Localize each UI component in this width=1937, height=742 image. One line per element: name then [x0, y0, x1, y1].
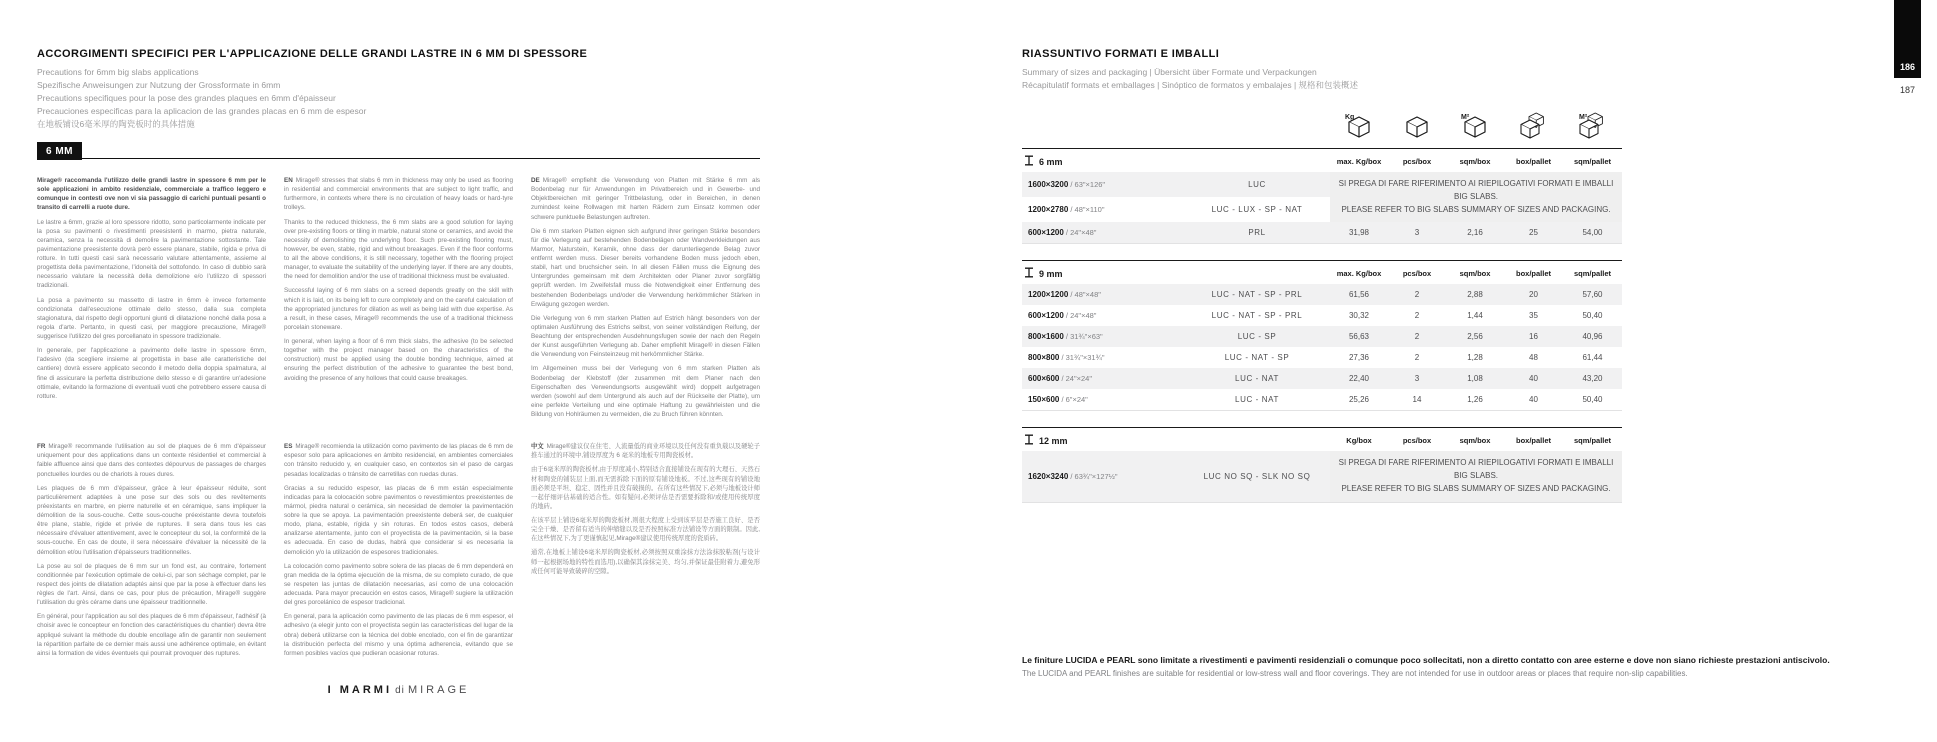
sqm-box-icon: [1446, 112, 1504, 149]
size-mm: 150×600: [1028, 395, 1060, 405]
header-rule: [82, 158, 760, 159]
thickness-cell: [1022, 261, 1330, 285]
table-row: [1022, 222, 1622, 244]
value-cell: 61,44: [1582, 353, 1603, 363]
size-mm: 1600×3200: [1028, 180, 1069, 190]
thickness-cell: [1022, 149, 1330, 173]
svg-text:M²: M²: [1578, 114, 1587, 121]
paragraph: 由于6毫米厚的陶瓷板材,由于厚度减小,特别适合直接铺设在现有的大理石、天然石材和陶瓷的铺装层上面,而无需拆除下面的原有铺设地板。不过,这些现有的铺设地面必须是平坦、稳定、固性并且没有破损的。在所有这些情况下,必须与地板设计师一起仔细评估基础的适合性。如有疑问,必须评估是否需要拆除和/或使用传统厚度的地砖。: [531, 466, 760, 510]
paragraph: ES Mirage® recomienda la utilización como pavimento de las placas de 6 mm de espesor solo para aplicaciones en ámbito residencial, en ambientes comerciales con tránsito reducido y, en cualquier caso, en contextos sin el paso de cargas pesadas localizadas o tránsito de carretillas con ruedas duras.: [284, 443, 513, 478]
page-number-left: 186: [1899, 62, 1916, 72]
size-cell: [1022, 347, 1184, 368]
value-cell: 1,44: [1467, 311, 1483, 321]
column-header: sqm/box: [1446, 149, 1504, 173]
paragraph: Thanks to the reduced thickness, the 6 mm slabs are a good solution for laying over pre-existing floors or tiling in marble, natural stone or ceramics, and avoid the necessity of demolishing the underlying floor. Such pre-existing flooring must, however, be even, stable, rigid and without breakages. Even if the floor conforms to all the above conditions, it is still necessary, together with the flooring project manager, to evaluate the suitability of the underlying layer. If there are any doubts, the need for demolition and/or the use of traditional thickness must be evaluated.: [284, 218, 513, 281]
table-row: [1022, 347, 1622, 368]
table-row: [1022, 172, 1622, 197]
paragraph: FR Mirage® recommande l'utilisation au sol de plaques de 6 mm d'épaisseur uniquement pour des applications dans un contexte résidentiel et commercial à faible affluence ainsi que dans des contextes dépourvus de passages de charges ponctuelles lourdes ou de chariots à roues dures.: [37, 443, 266, 478]
gap-cell: [1022, 411, 1622, 428]
value-cell: 43,20: [1563, 368, 1622, 389]
column-header: box/pallet: [1504, 428, 1563, 452]
finish-cell: PRL: [1184, 222, 1330, 244]
column-header: sqm/box: [1446, 261, 1504, 285]
big-slabs-note: [1330, 451, 1622, 502]
box-pallet-icon: [1504, 112, 1563, 149]
section-header-6mm: [1022, 149, 1622, 173]
subtitle-es: Precauciones especificas para la aplicacion de las grandes placas en 6 mm de espesor: [37, 106, 367, 116]
value-cell: 1,08: [1446, 368, 1504, 389]
paragraph: In generale, per l'applicazione a pavimento delle lastre in spessore 6mm, l'adesivo (da scegliere insieme al progettista in base alle caratteristiche del cantiere) dovrà essere applicato secondo il metodo della doppia spalmatura, al fine di assicurare la perfetta distribuzione dello stesso e di garantire un'adesione ottimale, evitando la formazione di eventuali vuoti che potrebbero essere causa di rotture.: [37, 347, 266, 400]
text-column-EN: [284, 176, 513, 424]
brand-logo-marmi: I MARMI: [327, 684, 393, 696]
size-inches: / 24"×48": [1063, 311, 1097, 321]
page-number-right: 187: [1899, 85, 1916, 95]
note-line-1: SI PREGA DI FARE RIFERIMENTO AI RIEPILOGATIVI FORMATI E IMBALLI BIG SLABS.: [1338, 179, 1614, 201]
finish-cell: LUC - NAT - SP - PRL: [1211, 311, 1303, 321]
column-header: pcs/box: [1388, 261, 1446, 285]
value-cell: 56,63: [1330, 326, 1388, 347]
value-cell: 20: [1504, 284, 1563, 305]
table-row: [1022, 284, 1622, 305]
value-cell: 61,56: [1330, 284, 1388, 305]
brand-logo-mirage: MIRAGE: [407, 684, 470, 696]
paragraph: 通常,在地板上铺设6毫米厚的陶瓷板材,必须按照双重涂抹方法涂抹胶粘剂(与设计师一起根据场地的特性而选用),以确保其涂抹完美、均匀,并保证最佳附着力,避免形成任何可能导致破碎的空隙。: [531, 549, 760, 575]
text-column-ES: [284, 442, 513, 663]
thickness-badge-row: [37, 142, 760, 160]
note-line-1: SI PREGA DI FARE RIFERIMENTO AI RIEPILOGATIVI FORMATI E IMBALLI BIG SLABS.: [1338, 458, 1614, 481]
finish-cell: LUC - NAT - SP - PRL: [1184, 284, 1330, 305]
size-cell: [1022, 326, 1184, 347]
subtitle-de: Spezifische Anweisungen zur Nutzung der Grossformate in 6mm: [37, 80, 281, 90]
thickness-icon: [1024, 267, 1034, 278]
column-header: box/pallet: [1504, 149, 1563, 173]
section-header-12mm: [1022, 428, 1622, 452]
size-inches: / 63"×126": [1068, 180, 1106, 190]
paragraph: Gracias a su reducido espesor, las placas de 6 mm están especialmente indicadas para la colocación sobre pavimentos o revestimientos preexistentes de mármol, piedra natural o cerámica, sin necesidad de demoler la pavimentación sobre la que se apoya. La pavimentación preexistente deberá ser, de cualquier modo, plana, estable, rígida y sin roturas. En todos estos casos, deberá analizarse atentamente, junto con el proyectista de la pavimentación, si la base es adecuada. En caso de dudas, habrá que considerar si es necesaria la demolición y/o la utilización de espesores tradicionales.: [284, 484, 513, 556]
size-cell: [1022, 368, 1184, 389]
paragraph: In general, when laying a floor of 6 mm thick slabs, the adhesive (to be selected together with the project manager based on the characteristics of the construction) must be applied using the double bonding technique, aimed at ensuring the perfect distribution of the adhesive to guarantee the best bond, avoiding the presence of any hollows that could cause breakages.: [284, 338, 513, 382]
value-cell: 1,26: [1446, 389, 1504, 411]
left-page-title: ACCORGIMENTI SPECIFICI PER L'APPLICAZIONE DELLE GRANDI LASTRE IN 6 MM DI SPESSORE: [37, 48, 588, 60]
svg-text:Kg: Kg: [1345, 114, 1355, 121]
size-cell: [1022, 389, 1184, 411]
column-header: sqm/box: [1446, 428, 1504, 452]
right-page: [1022, 48, 1890, 678]
thickness-label: 6 mm: [1039, 157, 1063, 167]
language-tag: ES: [284, 443, 293, 451]
value-cell: 35: [1529, 311, 1538, 321]
kg-box-icon: [1330, 112, 1388, 149]
value-cell: 48: [1529, 353, 1538, 363]
size-inches: / 63¾"×127½": [1068, 472, 1118, 482]
size-mm: 600×1200: [1028, 228, 1064, 238]
language-tag: FR: [37, 443, 46, 451]
size-mm: 600×600: [1028, 374, 1060, 384]
finish-cell: LUC - NAT: [1184, 368, 1330, 389]
value-cell: 2,16: [1446, 222, 1504, 244]
size-mm: 1200×2780: [1028, 205, 1069, 215]
value-cell: 31,98: [1330, 222, 1388, 244]
thickness-icon: [1024, 434, 1034, 445]
thickness-label: 12 mm: [1039, 436, 1068, 447]
value-cell: 54,00: [1563, 222, 1622, 244]
subtitle-en: Precautions for 6mm big slabs applications: [37, 67, 199, 77]
table-row: [1022, 368, 1622, 389]
thickness-label: 9 mm: [1039, 269, 1063, 280]
paragraph: 在该平层上铺设6毫米厚的陶瓷板材,则很大程度上受到该平层是否施工良好、是否完全干燥、是否留有适当的伸缩缝以及是否按照标准方法铺设等方面的限制。因此,在这些情况下,为了更谨慎起见,Mirage®建议使用传统厚度的瓷质砖。: [531, 517, 760, 543]
thickness-icon: [1024, 155, 1034, 166]
text-column-DE: [531, 176, 760, 424]
paragraph: La colocación como pavimento sobre solera de las placas de 6 mm dependerá en gran medida de la óptima ejecución de la misma, de su completo curado, de que se respeten las juntas de dilatación necesarias, así como de una colocación adecuada. Para mayor precaución en estos casos, Mirage® sugiere la utilización del gres porcelánico de espesor tradicional.: [284, 562, 513, 607]
value-cell: 2,88: [1446, 284, 1504, 305]
value-cell: 2: [1388, 284, 1446, 305]
left-subtitles: [37, 66, 760, 131]
value-cell: 25,26: [1330, 389, 1388, 411]
value-cell: 2: [1414, 353, 1420, 363]
section-header-9mm: [1022, 261, 1622, 285]
value-cell: 40: [1504, 368, 1563, 389]
size-inches: / 48"×48": [1068, 290, 1101, 300]
section-gap: [1022, 411, 1622, 428]
table-row: [1022, 389, 1622, 411]
footnote-italian: Le finiture LUCIDA e PEARL sono limitate a rivestimenti e pavimenti residenziali o comunque poco sollecitati, non a diretto contatto con aree esterne e dove non siano richieste prestazioni antiscivolo.: [1022, 655, 1830, 665]
language-columns: [37, 176, 760, 663]
thickness-cell: [1022, 428, 1330, 452]
size-inches: / 31¾"×31¾": [1059, 353, 1105, 363]
table-row: [1022, 451, 1622, 502]
size-mm: 800×800: [1028, 353, 1060, 363]
size-cell: [1022, 222, 1184, 244]
value-cell: 2: [1414, 311, 1420, 321]
column-header: box/pallet: [1504, 261, 1563, 285]
column-header: sqm/pallet: [1563, 149, 1622, 173]
value-cell: 1,28: [1467, 353, 1483, 363]
column-header: pcs/box: [1388, 428, 1446, 452]
text-column-中文: [531, 442, 760, 663]
big-slabs-note: [1330, 172, 1622, 222]
paragraph: EN Mirage® stresses that slabs 6 mm in thickness may only be used as flooring in residential and commercial environments that are subject to light traffic, and furthermore, in contexts where there is no circulation of heavy loads or hard-tyre trolleys.: [284, 177, 513, 212]
paragraph: La pose au sol de plaques de 6 mm sur un fond est, au contraire, fortement conditionnée par l'exécution optimale de celui-ci, par son séchage complet, par le respect des joints de dilatation adaptés ainsi que par la pose à effectuer dans les règles de l'art. Ainsi, dans ce cas, pour plus de précaution, Mirage® suggère l'utilisation du grès cérame dans une épaisseur traditionnelle.: [37, 562, 266, 607]
note-line-2: PLEASE REFER TO BIG SLABS SUMMARY OF SIZES AND PACKAGING.: [1341, 204, 1611, 214]
value-cell: 50,40: [1563, 389, 1622, 411]
gap-cell: [1022, 244, 1622, 261]
size-mm: 600×1200: [1028, 311, 1064, 321]
column-header: max. Kg/box: [1330, 149, 1388, 173]
size-inches: / 24"×24": [1059, 374, 1093, 384]
size-cell: [1022, 172, 1184, 197]
subtitle-fr: Precautions specifiques pour la pose des grandes plaques en 6mm d'épaisseur: [37, 93, 336, 103]
section-gap: [1022, 244, 1622, 261]
right-subtitle-2: Récapitulatif formats et emballages | Sinóptico de formatos y embalajes | 规格和包装概述: [1022, 80, 1359, 90]
size-inches: / 24"×48": [1063, 228, 1097, 238]
table-row: [1022, 326, 1622, 347]
subtitle-zh: 在地板铺设6毫米厚的陶瓷板时的具体措施: [37, 119, 195, 129]
finish-cell: LUC - SP: [1184, 326, 1330, 347]
value-cell: 3: [1388, 368, 1446, 389]
paragraph: En général, pour l'application au sol des plaques de 6 mm d'épaisseur, l'adhésif (à choisir avec le concepteur en fonction des caractéristiques du chantier) devra être appliqué suivant la méthode du double encollage afin de garantir non seulement la répartition parfaite de ce dernier mais aussi une adhérence optimale, en évitant ainsi la formation de vides éventuels qui pourrait provoquer des ruptures.: [37, 613, 266, 657]
paragraph: DE Mirage® empfiehlt die Verwendung von Platten mit Stärke 6 mm als Bodenbelag nur für Anwendungen im Privatbereich und in Gewerbe- und Objektbereichen mit geringer Trittbelastung, oder in Bereichen, in denen zumindest keine Rollwagen mit harten Rädern zum Einsatz kommen oder schwere punktuelle Belastungen auftreten.: [531, 177, 760, 221]
value-cell: 50,40: [1582, 311, 1603, 321]
value-cell: 22,40: [1330, 368, 1388, 389]
thickness-badge: 6 MM: [37, 142, 82, 160]
paragraph: Mirage® raccomanda l'utilizzo delle grandi lastre in spessore 6 mm per le sole applicazioni in ambito residenziale, commerciale a traffico leggero e comunque in contesti ove non vi sia passaggio di carichi puntuali pesanti o transito di carrelli a ruote dure.: [37, 177, 266, 212]
language-tag: EN: [284, 177, 293, 184]
value-cell: 2: [1388, 326, 1446, 347]
value-cell: 30,32: [1348, 311, 1370, 321]
paragraph: Les plaques de 6 mm d'épaisseur, grâce à leur épaisseur réduite, sont particulièrement adaptées à une pose sur des sols ou des revêtements préexistants en marbre, en pierre naturelle et en céramique, sans impliquer la démolition de la sous-couche. Cette sous-couche préexistante devra toutefois être plane, stable, rigide et privée de ruptures. Il sera dans tous les cas nécessaire d'évaluer attentivement, avec le concepteur du sol, la conformité de la sous-couche. En cas de doute, il sera nécessaire d'évaluer la nécessité de la démolition et/ou l'utilisation d'épaisseurs traditionnelles.: [37, 484, 266, 556]
page-edge-strip: [1894, 0, 1921, 78]
table-row: [1022, 305, 1622, 326]
paragraph: 中文 Mirage®建议仅在住宅、人流量低的商业环境以及任何没有重负载以及硬轮子推车通过的环境中,铺设厚度为 6 毫米的地板专用陶瓷板材。: [531, 443, 761, 460]
paragraph: Die Verlegung von 6 mm starken Platten auf Estrich hängt besonders von der optimalen Ausführung des Estrichs selbst, von seiner vollständigen Reifung, der Beachtung der entsprechenden Ausdehnungsfugen sowie der nach den Regeln der Kunst ausgeführten Verlegung ab. Daher empfiehlt Mirage® in diesen Fällen die Verwendung von Feinsteinzeug mit herkömmlicher Stärke.: [531, 314, 760, 359]
brand-logo: [37, 684, 760, 696]
size-mm: 1620×3240: [1028, 472, 1069, 482]
value-cell: 3: [1388, 222, 1446, 244]
column-header: sqm/pallet: [1563, 261, 1622, 285]
size-cell: [1022, 284, 1184, 305]
value-cell: 27,36: [1348, 353, 1370, 363]
formats-table: [1022, 112, 1622, 503]
paragraph: Die 6 mm starken Platten eignen sich aufgrund ihrer geringen Stärke besonders für die Verlegung auf bestehenden Bodenbelägen oder Wandverkleidungen aus Marmor, Naturstein, Keramik, ohne dass der darunterliegende Belag zuvor entfernt werden muss. Dieser bereits vorhandene Boden muss jedoch eben, stabil, hart und bruchsicher sein. In all diesen Fällen muss die Eignung des Untergrundes gemeinsam mit dem Architekten oder Planer zuvor sorgfältig geprüft werden. Im Zweifelsfall muss die Notwendigkeit einer Entfernung des bestehenden Bodenbelags und/oder die Verwendung herkömmlicher Stärken in Erwägung gezogen werden.: [531, 227, 760, 308]
pcs-box-icon: [1388, 112, 1446, 149]
value-cell: 25: [1504, 222, 1563, 244]
text-column-FR: [37, 442, 266, 663]
size-inches: / 6"×24": [1059, 395, 1088, 405]
finish-cell: LUC - LUX - SP - NAT: [1211, 205, 1303, 215]
right-page-title: RIASSUNTIVO FORMATI E IMBALLI: [1022, 48, 1220, 60]
text-column-it: [37, 176, 266, 424]
paragraph: En general, para la aplicación como pavimento de las placas de 6 mm espesor, el adhesivo (a elegir junto con el proyectista según las características del lugar de la obra) deberá utilizarse con la técnica del doble encolado, con el fin de garantizar la distribución perfecta del mismo y una óptima adherencia, evitando que se formen posibles vacíos que pudieran ocasionar roturas.: [284, 613, 513, 657]
language-tag: 中文: [531, 443, 544, 451]
language-tag: DE: [531, 177, 540, 184]
svg-text:M²: M²: [1461, 114, 1470, 121]
note-line-2: PLEASE REFER TO BIG SLABS SUMMARY OF SIZES AND PACKAGING.: [1341, 483, 1611, 493]
sqm-pallet-icon: [1563, 112, 1622, 149]
finish-cell: LUC: [1184, 172, 1330, 197]
paragraph: La posa a pavimento su massetto di lastre in 6mm è invece fortemente condizionata dall'esecuzione ottimale dello stesso, dalla sua completa stagionatura, dal rispetto degli opportuni giunti di dilatazione nonché dalla posa a regola d'arte. Pertanto, in questi casi, per maggiore precauzione, Mirage® suggerisce l'utilizzo del gres porcellanato in spessore tradizionale.: [37, 296, 266, 340]
column-header: sqm/pallet: [1563, 428, 1622, 452]
size-mm: 800×1600: [1028, 332, 1064, 342]
brand-logo-di: di: [395, 685, 405, 696]
finish-cell: LUC - NAT - SP: [1224, 353, 1290, 363]
value-cell: 2,56: [1446, 326, 1504, 347]
left-page: [37, 48, 760, 663]
right-subtitle-1: Summary of sizes and packaging | Übersicht über Formate und Verpackungen: [1022, 67, 1317, 77]
packaging-icons-row: [1022, 112, 1622, 149]
value-cell: 40,96: [1563, 326, 1622, 347]
size-mm: 1200×1200: [1028, 290, 1069, 300]
size-inches: / 48"×110": [1068, 205, 1105, 215]
size-cell: [1022, 197, 1184, 222]
size-cell: [1022, 451, 1184, 502]
value-cell: 57,60: [1563, 284, 1622, 305]
value-cell: 16: [1504, 326, 1563, 347]
paragraph: Im Allgemeinen muss bei der Verlegung von 6 mm starken Platten als Bodenbelag der Klebstoff (der zusammen mit dem Planer nach den Eigenschaften des Verwendungsorts ausgewählt wird) doppelt aufgetragen werden (sowohl auf dem Untergrund als auch auf der Rückseite der Platte), um eine perfekte Verteilung und eine optimale Haftung zu gewährleisten und die Bildung von Hohlräumen zu vermeiden, die zu Bruch führen könnten.: [531, 365, 760, 418]
size-inches: / 31¾"×63": [1063, 332, 1103, 342]
icon-row-spacer: [1022, 112, 1330, 149]
column-header: pcs/box: [1388, 149, 1446, 173]
finish-cell: LUC - NAT: [1184, 389, 1330, 411]
finish-cell: LUC NO SQ - SLK NO SQ: [1184, 451, 1330, 502]
value-cell: 14: [1388, 389, 1446, 411]
value-cell: 40: [1504, 389, 1563, 411]
footnote-english: The LUCIDA and PEARL finishes are suitable for residential or low-stress wall and floor coverings. They are not intended for use in outdoor areas or places that require non-slip capabilities.: [1022, 669, 1688, 678]
size-cell: [1022, 305, 1184, 326]
finish-footnote: [1022, 655, 1890, 678]
column-header: Kg/box: [1330, 428, 1388, 452]
paragraph: Successful laying of 6 mm slabs on a screed depends greatly on the skill with which it is laid, on its being left to cure completely and on the careful calculation of the appropriated junctures for dilation as well as being laid with due expertise. As a result, in these cases, Mirage® recommends the use of a traditional thickness porcelain stoneware.: [284, 287, 513, 331]
paragraph: Le lastre a 6mm, grazie al loro spessore ridotto, sono particolarmente indicate per la posa su pavimenti o rivestimenti preesistenti in marmo, pietra naturale, ceramica, senza la necessità di demolire la pavimentazione sottostante. Tale pavimentazione preesistente dovrà però essere planare, stabile, rigida e priva di rotture. In tutti questi casi sarà necessario valutare attentamente, assieme al progettista della pavimentazione, l'idoneità del sottofondo. In caso di dubbio sarà necessario valutare la necessità della demolizione e/o l'utilizzo di spessori tradizionali.: [37, 218, 266, 290]
column-header: max. Kg/box: [1330, 261, 1388, 285]
